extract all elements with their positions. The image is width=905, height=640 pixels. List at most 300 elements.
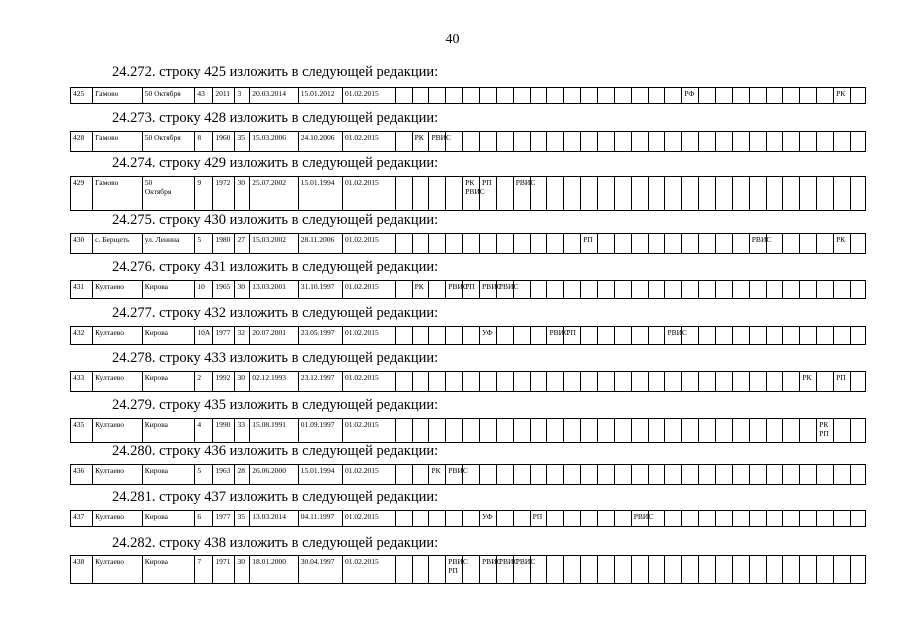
table-cell: 30 <box>235 177 250 211</box>
table-cell: 433 <box>71 372 93 392</box>
table-cell <box>614 327 631 345</box>
table-cell: с. Берщеть <box>93 234 143 254</box>
table-cell: 428 <box>71 132 93 152</box>
table-cell <box>631 132 648 152</box>
table-cell <box>598 327 615 345</box>
table-cell <box>463 511 480 527</box>
table-cell <box>834 419 851 443</box>
table-cell: 2 <box>195 372 213 392</box>
table-cell <box>699 465 716 485</box>
table-cell <box>614 511 631 527</box>
table-cell: 24.10.2006 <box>298 132 342 152</box>
table-cell <box>732 419 749 443</box>
table-cell <box>732 372 749 392</box>
table-cell <box>732 327 749 345</box>
table-cell: 1965 <box>213 281 235 299</box>
table-cell <box>817 327 834 345</box>
table-cell <box>581 556 598 584</box>
table-cell <box>446 419 463 443</box>
table-cell <box>395 281 412 299</box>
table-cell <box>513 465 530 485</box>
table-cell <box>581 372 598 392</box>
table-cell <box>564 234 581 254</box>
table-cell <box>716 88 733 104</box>
table-cell: РВИС <box>513 177 530 211</box>
table-cell: 1963 <box>213 465 235 485</box>
table-cell <box>648 132 665 152</box>
table-cell: РВИС <box>631 511 648 527</box>
table-cell <box>564 177 581 211</box>
table-cell: РК РП <box>817 419 834 443</box>
table-cell: РК <box>429 465 446 485</box>
table-cell <box>783 372 800 392</box>
table-cell: РК <box>412 132 429 152</box>
table-cell <box>682 234 699 254</box>
table-cell <box>547 88 564 104</box>
table-cell: 15.01.1994 <box>298 465 342 485</box>
table-cell <box>631 177 648 211</box>
table-row <box>71 327 866 345</box>
table-cell <box>732 234 749 254</box>
table-cell <box>598 511 615 527</box>
table-cell: 33 <box>235 419 250 443</box>
table-cell: 10 <box>195 281 213 299</box>
table-cell <box>463 327 480 345</box>
table-cell <box>513 132 530 152</box>
table-cell <box>783 556 800 584</box>
data-row-table <box>70 87 866 104</box>
table-cell <box>631 88 648 104</box>
table-cell <box>463 88 480 104</box>
table-cell <box>800 419 817 443</box>
table-cell <box>682 465 699 485</box>
table-cell <box>665 177 682 211</box>
table-cell: 1977 <box>213 511 235 527</box>
table-cell: Кирова <box>142 327 195 345</box>
table-cell <box>631 327 648 345</box>
table-cell: Гамово <box>93 132 143 152</box>
table-cell <box>648 327 665 345</box>
table-cell <box>817 132 834 152</box>
data-row-table <box>70 510 866 527</box>
section-heading: 24.277. строку 432 изложить в следующей редакции: <box>112 305 439 321</box>
table-cell: Кирова <box>142 556 195 584</box>
table-cell <box>783 177 800 211</box>
table-cell <box>564 511 581 527</box>
table-cell <box>766 281 783 299</box>
table-cell: 429 <box>71 177 93 211</box>
table-cell: РВИС <box>480 556 497 584</box>
data-row-table <box>70 418 866 443</box>
table-cell <box>732 465 749 485</box>
table-cell <box>749 177 766 211</box>
table-cell <box>614 281 631 299</box>
table-cell: РВИС <box>496 556 513 584</box>
table-cell: РВИС РП <box>446 556 463 584</box>
table-cell <box>564 132 581 152</box>
table-cell <box>682 511 699 527</box>
section-heading: 24.279. строку 435 изложить в следующей редакции: <box>112 397 439 413</box>
table-cell: 3 <box>235 88 250 104</box>
table-cell: 25.07.2002 <box>250 177 299 211</box>
table-cell: 23.12.1997 <box>298 372 342 392</box>
data-row-table <box>70 176 866 211</box>
table-cell: 9 <box>195 177 213 211</box>
table-cell <box>732 281 749 299</box>
table-cell: 30 <box>235 372 250 392</box>
table-cell <box>598 465 615 485</box>
table-cell <box>682 556 699 584</box>
table-cell: 437 <box>71 511 93 527</box>
table-cell: РП <box>463 281 480 299</box>
table-cell <box>783 281 800 299</box>
table-cell: РК <box>834 88 851 104</box>
table-cell: 01.02.2015 <box>343 465 396 485</box>
table-cell <box>412 177 429 211</box>
table-cell: РВИС <box>749 234 766 254</box>
table-cell <box>395 177 412 211</box>
table-cell: 435 <box>71 419 93 443</box>
table-cell: 1977 <box>213 327 235 345</box>
table-row <box>71 419 866 443</box>
table-cell: 31.10.1997 <box>298 281 342 299</box>
table-cell <box>699 511 716 527</box>
table-cell <box>480 88 497 104</box>
table-cell <box>800 234 817 254</box>
table-cell <box>716 234 733 254</box>
table-cell: 30 <box>235 556 250 584</box>
table-cell <box>513 234 530 254</box>
table-cell <box>598 419 615 443</box>
table-cell <box>412 465 429 485</box>
table-cell: УФ <box>480 511 497 527</box>
table-cell <box>699 132 716 152</box>
table-cell <box>766 88 783 104</box>
section-heading: 24.280. строку 436 изложить в следующей редакции: <box>112 443 439 459</box>
table-cell: 18.01.2000 <box>250 556 299 584</box>
table-cell <box>446 88 463 104</box>
data-row-table <box>70 131 866 152</box>
table-cell <box>480 372 497 392</box>
table-cell <box>395 132 412 152</box>
table-cell <box>496 132 513 152</box>
section-heading: 24.282. строку 438 изложить в следующей редакции: <box>112 535 439 551</box>
table-cell: Кирова <box>142 465 195 485</box>
section-heading: 24.276. строку 431 изложить в следующей редакции: <box>112 259 439 275</box>
table-cell <box>665 234 682 254</box>
table-cell <box>395 465 412 485</box>
table-cell: 01.02.2015 <box>343 177 396 211</box>
data-row-table <box>70 371 866 392</box>
table-cell <box>547 177 564 211</box>
table-cell: 7 <box>195 556 213 584</box>
table-cell <box>395 327 412 345</box>
table-cell <box>395 419 412 443</box>
table-cell: 01.02.2015 <box>343 372 396 392</box>
table-cell <box>716 177 733 211</box>
table-cell <box>547 511 564 527</box>
table-cell <box>412 419 429 443</box>
section-heading: 24.278. строку 433 изложить в следующей редакции: <box>112 350 439 366</box>
table-cell <box>412 234 429 254</box>
table-cell <box>598 281 615 299</box>
table-cell <box>480 419 497 443</box>
table-cell <box>766 132 783 152</box>
table-cell: 01.02.2015 <box>343 419 396 443</box>
table-cell: 01.02.2015 <box>343 281 396 299</box>
table-cell <box>564 281 581 299</box>
data-row-table <box>70 555 866 584</box>
table-row <box>71 556 866 584</box>
table-cell: Култаево <box>93 465 143 485</box>
table-cell <box>547 132 564 152</box>
table-cell: Култаево <box>93 281 143 299</box>
table-cell <box>648 419 665 443</box>
table-cell <box>716 372 733 392</box>
table-cell <box>530 234 547 254</box>
table-cell: РП <box>480 177 497 211</box>
table-row <box>71 234 866 254</box>
table-cell <box>446 327 463 345</box>
table-cell: 23.05.1997 <box>298 327 342 345</box>
table-cell <box>463 132 480 152</box>
table-cell <box>581 419 598 443</box>
table-cell <box>665 556 682 584</box>
table-cell <box>817 372 834 392</box>
table-cell <box>716 419 733 443</box>
table-cell <box>850 419 865 443</box>
table-cell <box>682 372 699 392</box>
table-cell <box>513 419 530 443</box>
table-cell <box>581 88 598 104</box>
table-cell <box>783 234 800 254</box>
table-cell <box>732 88 749 104</box>
table-cell: 4 <box>195 419 213 443</box>
table-cell <box>530 327 547 345</box>
table-cell <box>749 88 766 104</box>
table-cell <box>834 511 851 527</box>
table-cell <box>834 281 851 299</box>
table-cell <box>732 511 749 527</box>
table-cell <box>395 556 412 584</box>
page-number: 40 <box>445 32 460 47</box>
section-heading: 24.273. строку 428 изложить в следующей редакции: <box>112 110 439 126</box>
table-cell <box>800 88 817 104</box>
table-cell <box>631 419 648 443</box>
table-cell <box>783 88 800 104</box>
table-cell <box>530 419 547 443</box>
table-cell <box>783 327 800 345</box>
table-cell: Кирова <box>142 511 195 527</box>
table-cell <box>513 372 530 392</box>
table-cell: 01.02.2015 <box>343 327 396 345</box>
table-cell <box>412 511 429 527</box>
table-cell <box>834 465 851 485</box>
table-cell <box>547 281 564 299</box>
table-cell <box>665 132 682 152</box>
table-cell: 5 <box>195 234 213 254</box>
table-cell <box>513 327 530 345</box>
table-cell <box>429 372 446 392</box>
table-cell <box>446 234 463 254</box>
table-cell <box>800 177 817 211</box>
table-cell <box>564 372 581 392</box>
table-cell: Култаево <box>93 419 143 443</box>
table-cell <box>530 372 547 392</box>
table-cell <box>699 372 716 392</box>
table-cell <box>446 511 463 527</box>
table-cell <box>598 132 615 152</box>
table-cell <box>463 419 480 443</box>
table-cell <box>783 132 800 152</box>
table-cell <box>429 177 446 211</box>
table-cell <box>665 281 682 299</box>
table-cell <box>614 88 631 104</box>
table-cell: 436 <box>71 465 93 485</box>
section-heading: 24.275. строку 430 изложить в следующей редакции: <box>112 212 439 228</box>
table-cell <box>732 132 749 152</box>
table-cell <box>850 327 865 345</box>
table-cell: 01.02.2015 <box>343 556 396 584</box>
table-cell: 430 <box>71 234 93 254</box>
table-cell <box>766 372 783 392</box>
table-cell <box>530 281 547 299</box>
table-cell <box>850 177 865 211</box>
table-cell: РФ <box>682 88 699 104</box>
table-cell <box>564 419 581 443</box>
table-cell: 26.06.2000 <box>250 465 299 485</box>
table-cell <box>682 419 699 443</box>
table-cell: РВИС <box>429 132 446 152</box>
table-cell: 01.02.2015 <box>343 88 396 104</box>
table-cell <box>564 88 581 104</box>
table-cell: 01.09.1997 <box>298 419 342 443</box>
table-cell <box>530 132 547 152</box>
table-cell: 15.01.2012 <box>298 88 342 104</box>
table-cell <box>547 419 564 443</box>
table-cell <box>614 177 631 211</box>
table-cell <box>850 132 865 152</box>
table-cell: 2011 <box>213 88 235 104</box>
table-cell <box>631 234 648 254</box>
table-cell: Култаево <box>93 556 143 584</box>
table-cell <box>446 177 463 211</box>
table-cell <box>817 465 834 485</box>
table-cell: 50 Октября <box>142 88 195 104</box>
table-cell <box>716 465 733 485</box>
table-cell <box>682 281 699 299</box>
table-cell: 1992 <box>213 372 235 392</box>
table-cell <box>665 511 682 527</box>
table-row <box>71 511 866 527</box>
table-cell <box>412 327 429 345</box>
table-cell <box>598 88 615 104</box>
table-cell <box>850 88 865 104</box>
table-cell: 432 <box>71 327 93 345</box>
section-heading: 24.274. строку 429 изложить в следующей редакции: <box>112 155 439 171</box>
table-cell <box>648 88 665 104</box>
table-cell <box>850 511 865 527</box>
table-cell <box>749 132 766 152</box>
table-cell <box>496 511 513 527</box>
table-cell: 15.01.1994 <box>298 177 342 211</box>
table-cell: УФ <box>480 327 497 345</box>
data-row-table <box>70 280 866 299</box>
table-cell <box>429 234 446 254</box>
table-cell: Кирова <box>142 281 195 299</box>
table-cell <box>766 327 783 345</box>
table-cell: 01.02.2015 <box>343 511 396 527</box>
table-cell <box>648 556 665 584</box>
table-cell: 1960 <box>213 132 235 152</box>
table-cell: 28 <box>235 465 250 485</box>
table-cell: 1971 <box>213 556 235 584</box>
table-cell <box>699 88 716 104</box>
table-cell <box>547 372 564 392</box>
table-cell <box>429 419 446 443</box>
table-cell <box>480 465 497 485</box>
table-cell <box>412 88 429 104</box>
table-cell: Кирова <box>142 419 195 443</box>
table-cell: 04.11.1997 <box>298 511 342 527</box>
table-cell <box>834 177 851 211</box>
table-cell <box>699 281 716 299</box>
table-row <box>71 372 866 392</box>
table-cell <box>716 511 733 527</box>
table-cell <box>648 234 665 254</box>
table-cell <box>749 556 766 584</box>
table-cell <box>631 372 648 392</box>
table-cell <box>631 281 648 299</box>
table-cell <box>581 177 598 211</box>
table-cell: РВИС <box>446 465 463 485</box>
table-cell <box>598 372 615 392</box>
table-cell <box>429 327 446 345</box>
table-cell: РП <box>834 372 851 392</box>
table-cell <box>598 234 615 254</box>
table-cell <box>850 556 865 584</box>
table-cell <box>834 132 851 152</box>
table-cell: 35 <box>235 132 250 152</box>
table-cell <box>496 465 513 485</box>
table-cell <box>699 234 716 254</box>
table-cell: 1980 <box>213 234 235 254</box>
table-cell: РК <box>834 234 851 254</box>
table-cell <box>614 465 631 485</box>
table-cell <box>412 372 429 392</box>
data-row-table <box>70 464 866 485</box>
table-cell <box>446 372 463 392</box>
table-cell: 10А <box>195 327 213 345</box>
table-row <box>71 177 866 211</box>
data-row-table <box>70 326 866 345</box>
table-cell <box>463 372 480 392</box>
table-cell: 1972 <box>213 177 235 211</box>
table-cell <box>834 327 851 345</box>
table-cell <box>800 327 817 345</box>
table-cell <box>581 465 598 485</box>
table-cell <box>429 281 446 299</box>
table-cell <box>547 465 564 485</box>
table-cell <box>513 88 530 104</box>
table-cell <box>564 556 581 584</box>
table-cell <box>564 465 581 485</box>
table-cell <box>749 281 766 299</box>
table-cell <box>631 465 648 485</box>
table-cell <box>716 327 733 345</box>
data-row-table <box>70 233 866 254</box>
table-cell <box>496 327 513 345</box>
